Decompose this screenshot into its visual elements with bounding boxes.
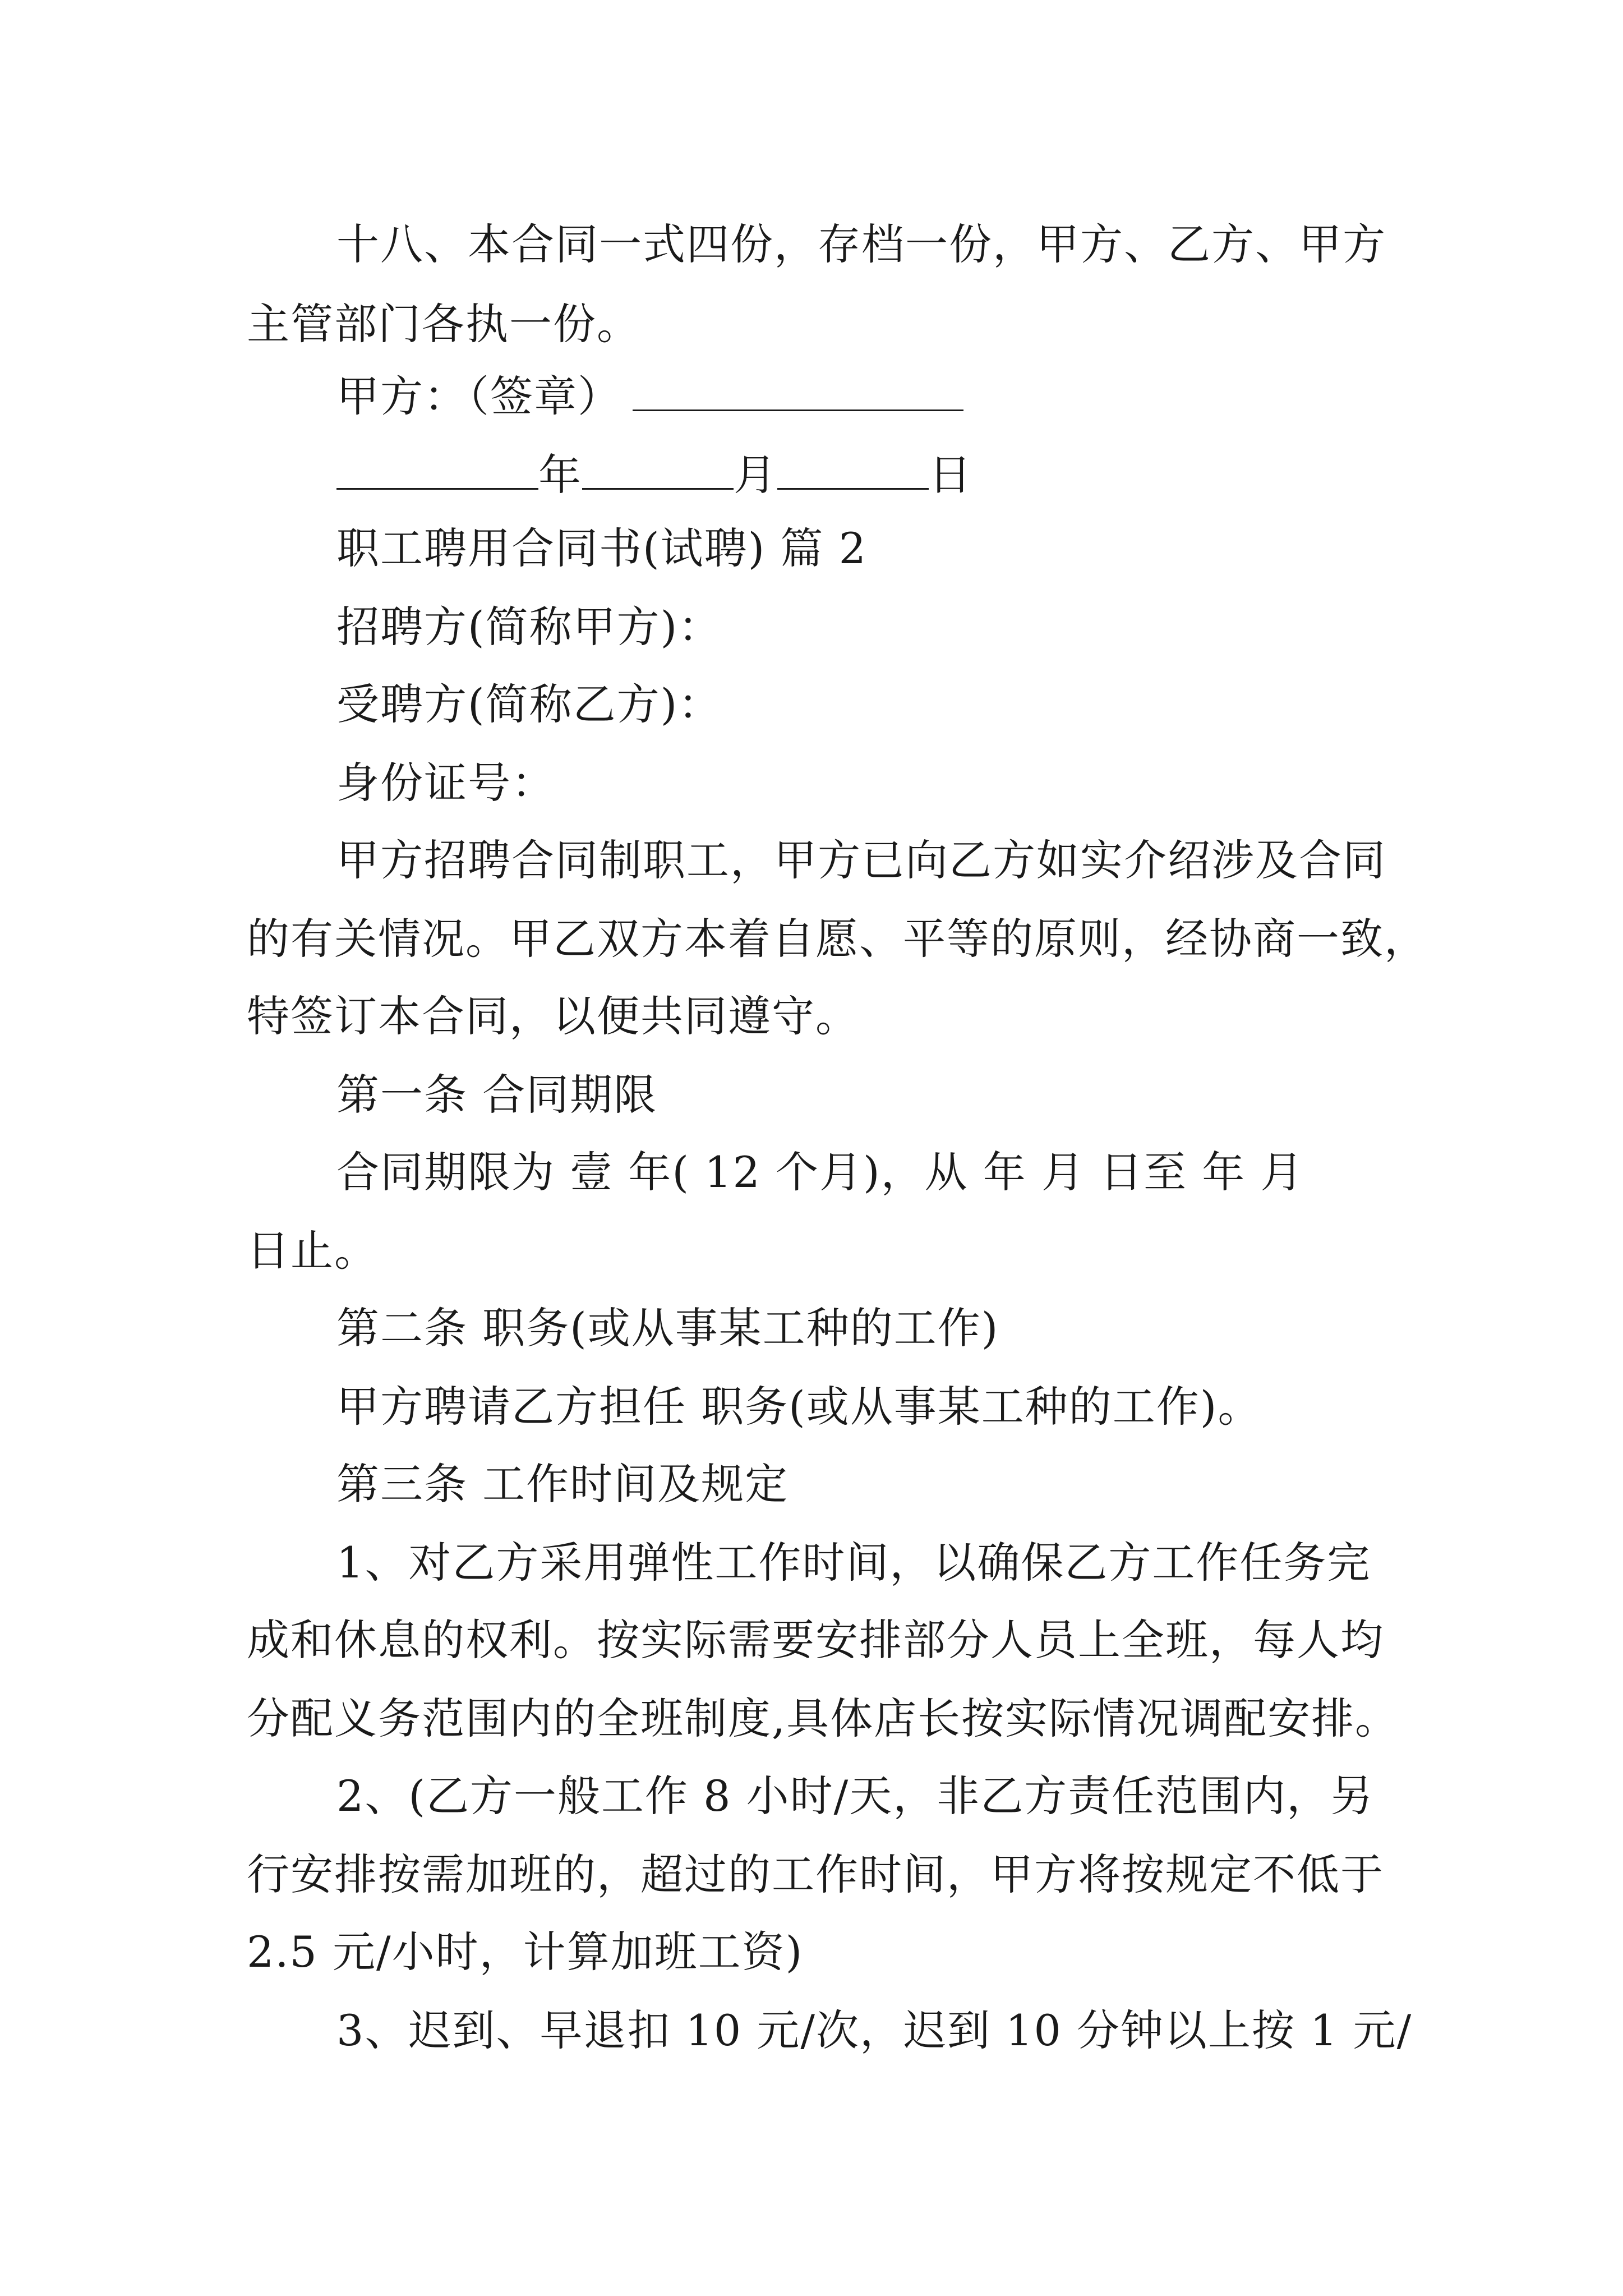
paragraph-line: 分配义务范围内的全班制度,具体店长按实际情况调配安排。	[247, 1694, 1399, 1743]
day-blank	[777, 453, 929, 490]
day-label: 日	[929, 450, 972, 500]
paragraph-line: 2.5 元/小时，计算加班工资)	[247, 1927, 804, 1977]
section-title: 职工聘用合同书(试聘) 篇 2	[336, 523, 867, 573]
year-blank	[336, 453, 538, 490]
signature-blank	[633, 375, 963, 411]
paragraph-line: 特签订本合同，以便共同遵守。	[247, 991, 859, 1041]
paragraph-line: 受聘方(简称乙方)：	[336, 679, 722, 729]
paragraph-line: 甲方聘请乙方担任 职务(或从事某工种的工作)。	[336, 1382, 1262, 1432]
paragraph-line: 3、迟到、早退扣 10 元/次，迟到 10 分钟以上按 1 元/	[336, 2005, 1413, 2055]
paragraph-line: 日止。	[247, 1226, 378, 1276]
year-label: 年	[538, 450, 582, 500]
article-heading: 第三条 工作时间及规定	[336, 1459, 789, 1509]
paragraph-line: 合同期限为 壹 年( 12 个月)，从 年 月 日至 年 月	[336, 1147, 1304, 1197]
paragraph-line: 2、(乙方一般工作 8 小时/天，非乙方责任范围内，另	[336, 1771, 1375, 1821]
paragraph-line: 身份证号：	[336, 758, 555, 808]
paragraph-line: 招聘方(简称甲方)：	[336, 602, 722, 652]
article-heading: 第二条 职务(或从事某工种的工作)	[336, 1303, 999, 1353]
signature-party-label: 甲方：（签章）	[336, 371, 621, 421]
month-label: 月	[734, 450, 777, 500]
paragraph-line: 主管部门各执一份。	[247, 299, 640, 349]
signature-party-line	[336, 371, 1475, 421]
month-blank	[582, 453, 734, 490]
paragraph-line: 十八、本合同一式四份，存档一份，甲方、乙方、甲方	[336, 219, 1386, 269]
article-heading: 第一条 合同期限	[336, 1070, 658, 1120]
paragraph-line: 行安排按需加班的，超过的工作时间，甲方将按规定不低于	[247, 1849, 1384, 1899]
signature-date-line	[336, 450, 1475, 500]
paragraph-line: 的有关情况。甲乙双方本着自愿、平等的原则，经协商一致，	[247, 914, 1428, 964]
paragraph-line: 甲方招聘合同制职工，甲方已向乙方如实介绍涉及合同	[336, 835, 1386, 885]
paragraph-line: 1、对乙方采用弹性工作时间，以确保乙方工作任务完	[336, 1538, 1371, 1588]
paragraph-line: 成和休息的权利。按实际需要安排部分人员上全班，每人均	[247, 1615, 1384, 1665]
